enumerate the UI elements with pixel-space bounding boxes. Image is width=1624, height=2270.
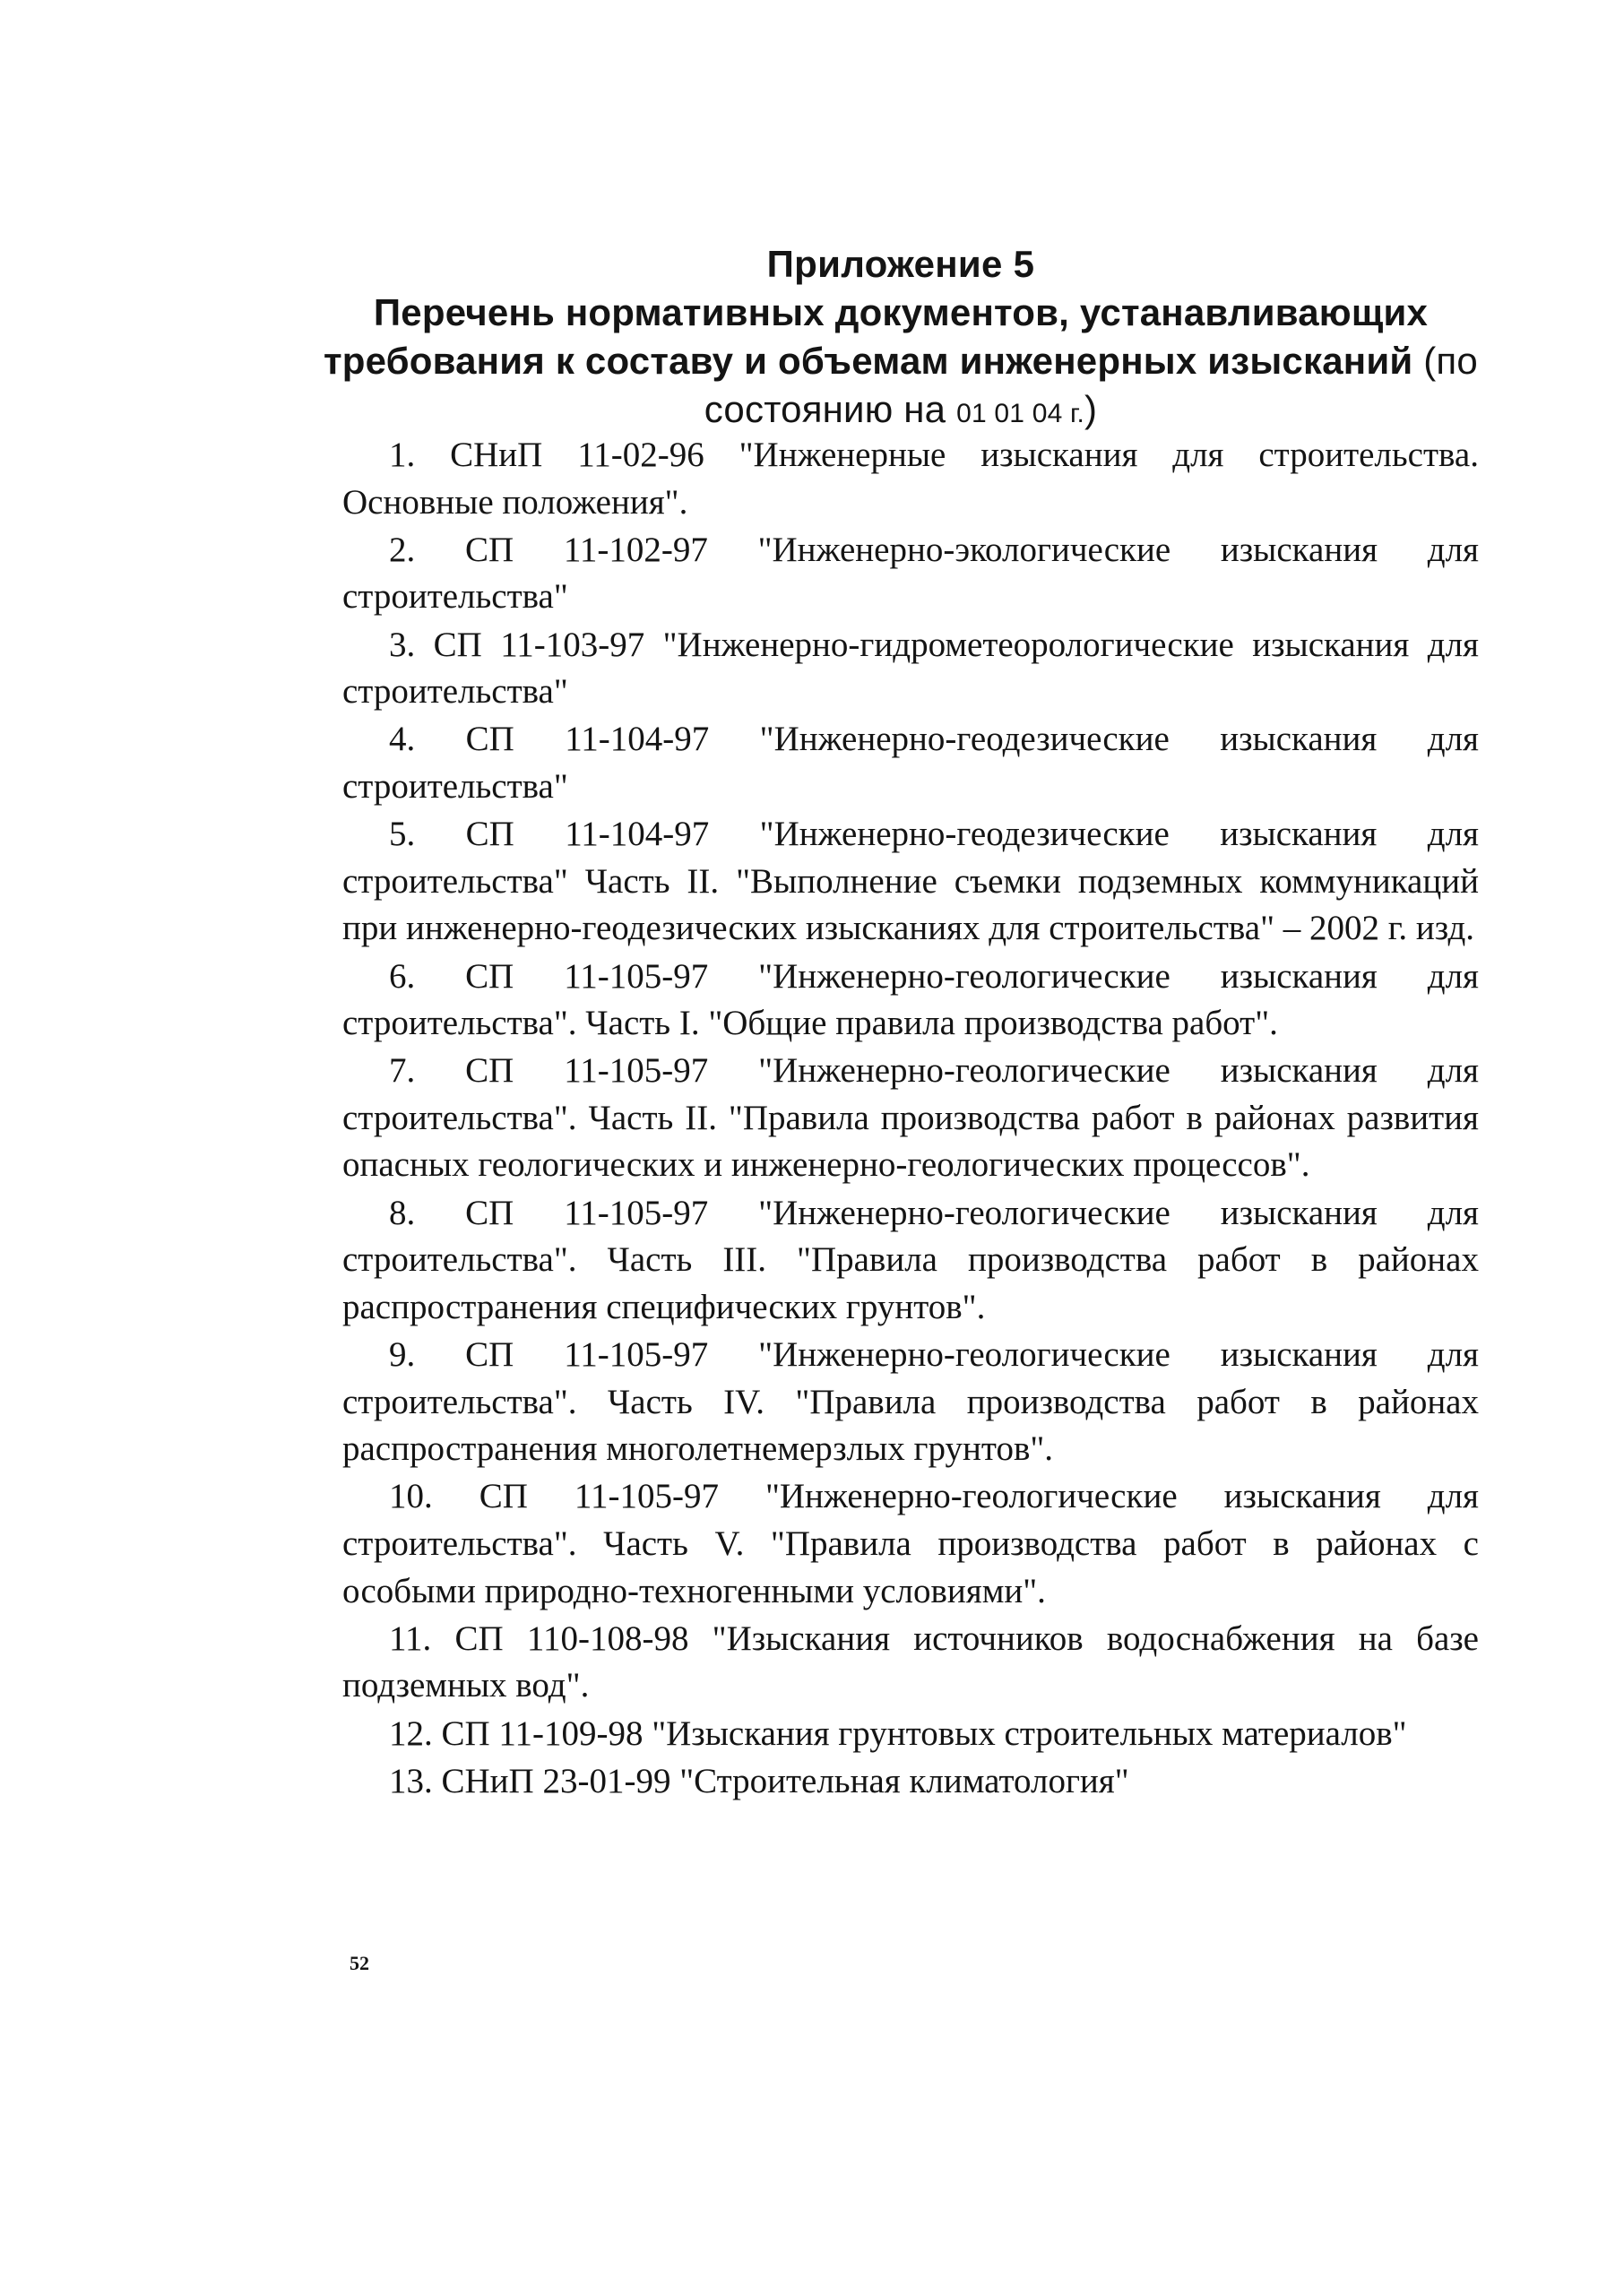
list-item: 1. СНиП 11-02-96 "Инженерные изыскания для строительства. Основные положения".: [342, 436, 1479, 522]
status-date: 01 01 04 г.: [956, 399, 1085, 428]
list-item: 2. СП 11-102-97 "Инженерно-экологические изыскания для строительства": [342, 530, 1479, 617]
list-item: 3. СП 11-103-97 "Инженерно-гидрометеорологические изыскания для строительства": [342, 625, 1479, 712]
list-item: 6. СП 11-105-97 "Инженерно-геологические изыскания для строительства". Часть I. "Общие правила производства работ".: [342, 956, 1479, 1043]
normative-documents-list: [342, 432, 1479, 1806]
list-item: 8. СП 11-105-97 "Инженерно-геологические изыскания для строительства". Часть III. "Правила производства работ в районах распространения специфических грунтов".: [342, 1193, 1479, 1326]
list-item: 5. СП 11-104-97 "Инженерно-геодезические изыскания для строительства" Часть II. "Выполнение съемки подземных коммуникаций при инженерно-геодезических изысканиях для строительства" – 2002 г. изд.: [342, 815, 1479, 948]
list-item: 10. СП 11-105-97 "Инженерно-геологические изыскания для строительства". Часть V. "Правила производства работ в районах с особыми природно-техногенными условиями".: [342, 1477, 1479, 1610]
list-item: 7. СП 11-105-97 "Инженерно-геологические изыскания для строительства". Часть II. "Правила производства работ в районах развития опасных геологических и инженерно-геологических процессов".: [342, 1051, 1479, 1185]
document-title-text: Перечень нормативных документов, устанавливающих требования к составу и объемам инженерных изысканий: [324, 291, 1429, 382]
appendix-title: Приложение 5: [766, 243, 1035, 285]
list-item: 11. СП 110-108-98 "Изыскания источников водоснабжения на базе подземных вод".: [342, 1618, 1479, 1705]
list-item: 4. СП 11-104-97 "Инженерно-геодезические изыскания для строительства": [342, 720, 1479, 806]
status-prefix: (по состоянию на: [704, 340, 1478, 430]
document-title: [296, 289, 1506, 438]
status-suffix: ): [1084, 388, 1098, 430]
list-item: 12. СП 11-109-98 "Изыскания грунтовых строительных материалов": [389, 1713, 1407, 1753]
appendix-header: [296, 240, 1506, 438]
list-item: 9. СП 11-105-97 "Инженерно-геологические изыскания для строительства". Часть IV. "Правила производства работ в районах распространения многолетнемерзлых грунтов".: [342, 1335, 1479, 1469]
page-number: 52: [350, 1952, 369, 1974]
list-item: 13. СНиП 23-01-99 "Строительная климатология": [389, 1761, 1129, 1800]
